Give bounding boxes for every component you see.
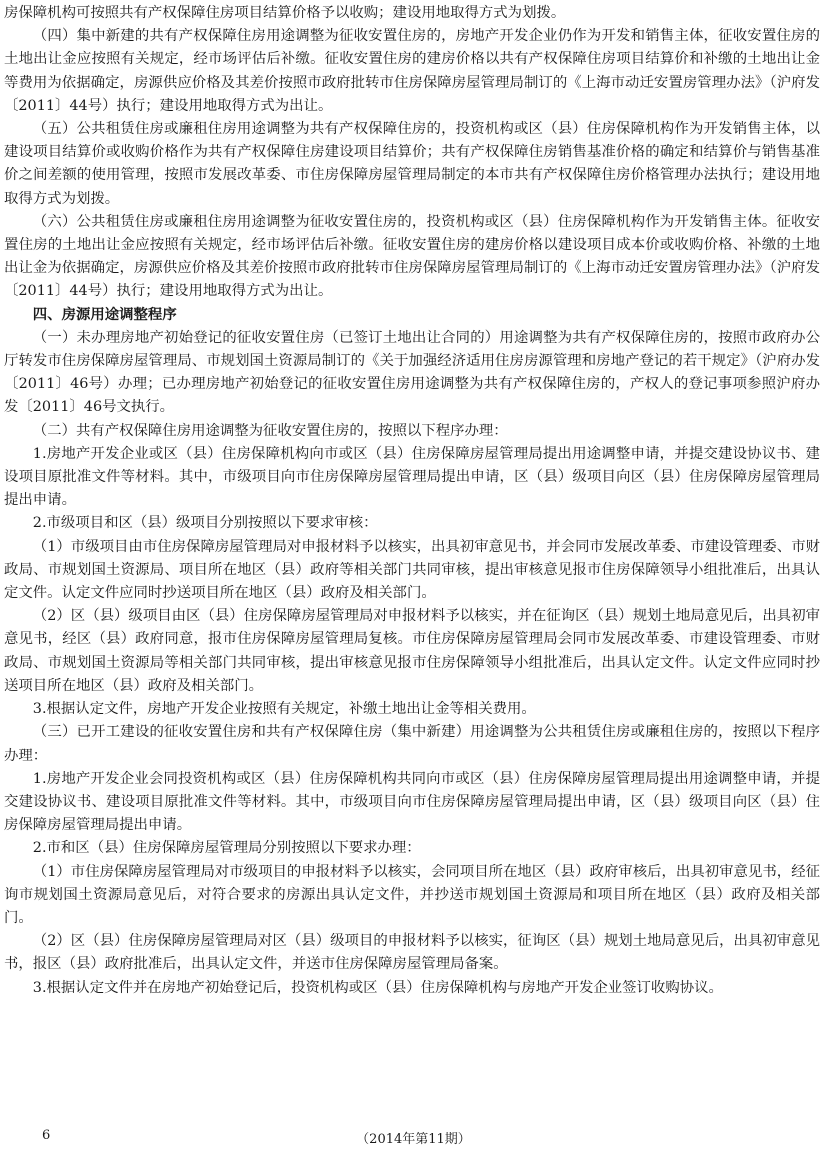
paragraph: （五）公共租赁住房或廉租住房用途调整为共有产权保障住房的，投资机构或区（县）住房保障机构作为开发销售主体，以建设项目结算价或收购价格作为共有产权保障住房建设项目结算价；共有产权保障住房销售基准价格的确定和结算价与销售基准价之间差额的使用管理，按照市发展改革委、市住房保障房屋管理局制定的本市共有产权保障住房价格管理办法执行；建设用地取得方式为划拨。	[4, 121, 820, 207]
paragraph: 1.房地产开发企业会同投资机构或区（县）住房保障机构共同向市或区（县）住房保障房屋管理局提出用途调整申请，并提交建设协议书、建设项目原批准文件等材料。其中，市级项目向市住房保障房屋管理局提出申请，区（县）级项目向区（县）住房保障房屋管理局提出申请。	[4, 770, 820, 834]
page-footer	[0, 1128, 827, 1152]
paragraph: （1）市住房保障房屋管理局对市级项目的申报材料予以核实，会同项目所在地区（县）政府审核后，出具初审意见书，经征询市规划国土资源局意见后，对符合要求的房源出具认定文件，并抄送市规划国土资源局和项目所在地区（县）政府及相关部门。	[4, 863, 820, 926]
document-body	[4, 2, 820, 1000]
paragraph: 1.房地产开发企业或区（县）住房保障机构向市或区（县）住房保障房屋管理局提出用途调整申请，并提交建设协议书、建设项目原批准文件等材料。其中，市级项目向市住房保障房屋管理局提出申请，区（县）级项目向区（县）住房保障房屋管理局提出申请。	[4, 445, 820, 509]
page-number: 6	[42, 1128, 51, 1143]
section-heading: 四、房源用途调整程序	[32, 306, 177, 323]
paragraph: （1）市级项目由市住房保障房屋管理局对申报材料予以核实，出具初审意见书，并会同市发展改革委、市建设管理委、市财政局、市规划国土资源局、项目所在地区（县）政府等相关部门共同审核，提出审核意见报市住房保障领导小组批准后，出具认定文件。认定文件应同时抄送项目所在地区（县）政府及相关部门。	[4, 538, 820, 602]
paragraph: 2.市级项目和区（县）级项目分别按照以下要求审核：	[32, 515, 378, 532]
paragraph: 3.根据认定文件，房地产开发企业按照有关规定，补缴土地出让金等相关费用。	[32, 701, 536, 718]
issue-label: （2014年第11期）	[356, 1132, 471, 1147]
paragraph: （一）未办理房地产初始登记的征收安置住房（已签订土地出让合同的）用途调整为共有产权保障住房的，按照市政府办公厅转发市住房保障房屋管理局、市规划国土资源局制订的《关于加强经济适用住房房源管理和房地产登记的若干规定》（沪府办发〔2011〕46号）办理；已办理房地产初始登记的征收安置住房用途调整为共有产权保障住房的，产权人的登记事项参照沪府办发〔2011〕46号文执行。	[4, 329, 820, 416]
paragraph: 2.市和区（县）住房保障房屋管理局分别按照以下要求办理：	[32, 840, 421, 857]
paragraph: （四）集中新建的共有产权保障住房用途调整为征收安置住房的，房地产开发企业仍作为开发和销售主体，征收安置住房的土地出让金应按照有关规定，经市场评估后补缴。征收安置住房的建房价格以共有产权保障住房项目结算价和补缴的土地出让金等费用为依据确定，房源供应价格及其差价按照市政府批转市住房保障房屋管理局制订的《上海市动迁安置房管理办法》（沪府发〔2011〕44号）执行；建设用地取得方式为出让。	[4, 28, 820, 114]
paragraph: （三）已开工建设的征收安置住房和共有产权保障住房（集中新建）用途调整为公共租赁住房或廉租住房的，按照以下程序办理：	[4, 724, 820, 764]
paragraph: （2）区（县）住房保障房屋管理局对区（县）级项目的申报材料予以核实，征询区（县）规划土地局意见后，出具初审意见书，报区（县）政府批准后，出具认定文件，并送市住房保障房屋管理局备案。	[4, 933, 820, 973]
paragraph: （二）共有产权保障住房用途调整为征收安置住房的，按照以下程序办理：	[32, 422, 508, 439]
paragraph: 房保障机构可按照共有产权保障住房项目结算价格予以收购；建设用地取得方式为划拨。	[4, 5, 566, 21]
paragraph: （2）区（县）级项目由区（县）住房保障房屋管理局对申报材料予以核实，并在征询区（县）规划土地局意见后，出具初审意见书，经区（县）政府同意，报市住房保障房屋管理局复核。市住房保障房屋管理局会同市发展改革委、市建设管理委、市财政局、市规划国土资源局等相关部门共同审核，提出审核意见报市住房保障领导小组批准后，出具认定文件。认定文件应同时抄送项目所在地区（县）政府及相关部门。	[4, 608, 820, 694]
paragraph: 3.根据认定文件并在房地产初始登记后，投资机构或区（县）住房保障机构与房地产开发企业签订收购协议。	[32, 979, 723, 996]
paragraph: （六）公共租赁住房或廉租住房用途调整为征收安置住房的，投资机构或区（县）住房保障机构作为开发销售主体。征收安置住房的土地出让金应按照有关规定，经市场评估后补缴。征收安置住房的建房价格以建设项目成本价或收购价格、补缴的土地出让金为依据确定，房源供应价格及其差价按照市政府批转市住房保障房屋管理局制订的《上海市动迁安置房管理办法》（沪府发〔2011〕44号）执行；建设用地取得方式为出让。	[4, 213, 820, 300]
